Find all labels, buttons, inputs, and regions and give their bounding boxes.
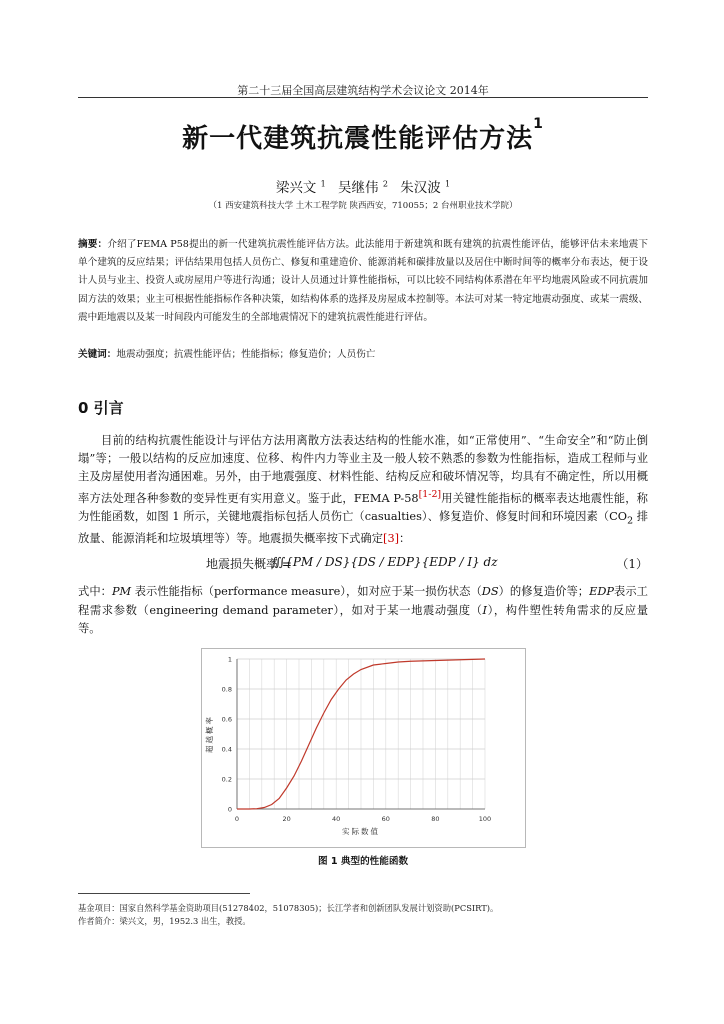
keywords	[78, 348, 648, 362]
x-tick-label: 100	[478, 815, 492, 823]
author-name: 吴继伟	[338, 180, 379, 196]
equation	[78, 555, 648, 575]
math-variable: EDP	[589, 585, 615, 598]
figure-performance-function	[201, 648, 526, 848]
keywords-label: 关键词：	[78, 349, 117, 360]
author	[276, 180, 326, 196]
paragraph-text: ）的修复造价等；	[498, 585, 590, 598]
figure-caption: 图 1 典型的性能函数	[317, 856, 409, 867]
author	[338, 180, 388, 196]
citation[interactable]: [1-2]	[418, 489, 442, 501]
y-axis-title: 超越概率	[205, 715, 214, 753]
section-heading: 0 引言	[78, 399, 124, 417]
paragraph-text: ），构件塑性转角需求的反应量等。	[78, 603, 648, 636]
math-variable: PM	[111, 585, 132, 598]
x-tick-label: 0	[234, 815, 240, 823]
y-tick-label: 1	[227, 655, 232, 664]
equation-explanation	[78, 583, 648, 639]
math-variable: DS	[481, 585, 499, 598]
equation-body: ∭{PM / DS}{DS / EDP}{EDP / I} dz	[271, 555, 498, 569]
author	[400, 180, 450, 196]
abstract	[78, 236, 648, 327]
x-tick-label: 60	[381, 815, 390, 823]
x-tick-label: 80	[431, 815, 440, 823]
affiliation: （1 西安建筑科技大学 土木工程学院 陕西西安，710055；2 台州职业技术学院）	[208, 201, 518, 211]
paragraph-text: 表示性能指标（performance measure），如对应于某一损伤状态（	[131, 585, 482, 598]
x-axis-title: 实际数值	[342, 827, 380, 836]
author-list	[78, 176, 648, 196]
footnote-divider	[78, 893, 250, 894]
paragraph-text: 用关键性能指标的概率表达地震性能，称为性能函数，如图 1 所示，关键地震指标包括人员伤亡（casualties）、修复造价、修复时间和环境因素（CO	[78, 492, 648, 524]
paragraph-text: ：	[399, 532, 411, 546]
math-variable: I	[482, 603, 487, 617]
keywords-text: 地震动强度；抗震性能评估；性能指标；修复造价；人员伤亡	[116, 349, 376, 360]
paragraph-text: 式中：	[78, 585, 112, 598]
header-divider	[78, 97, 648, 98]
y-tick-label: 0.6	[221, 715, 232, 724]
paragraph-text: 目前的结构抗震性能设计与评估方法用离散方法表达结构的性能水准，如“正常使用”、“生命安全”和“防止倒塌”等；一般以结构的反应加速度、位移、构件内力等业主及一般人较不熟悉的参数为性能指标，造成工程师与业主及房屋使用者沟通困难。另外，由于地震强度、材料性能、结构反应和破坏情况等，均具有不确定性，所以用概率方法处理各种参数的变异性更有实用意义。鉴于此，FEMA P-58	[78, 434, 648, 506]
intro-paragraph	[78, 432, 648, 549]
equation-number: （1）	[616, 557, 648, 571]
author-name: 梁兴文	[275, 180, 317, 196]
abstract-label: 摘要：	[78, 239, 108, 250]
paper-title	[78, 118, 648, 155]
x-tick-label: 20	[282, 815, 291, 823]
equation-label: 地震损失概率 =	[206, 557, 292, 571]
author-name: 朱汉波	[400, 180, 441, 196]
subscript: 2	[627, 515, 634, 527]
author-affil-mark: 1	[445, 179, 451, 189]
paragraph-text: 表示工程需求参数（engineering demand parameter），如对于某一地震动强度（	[78, 585, 648, 617]
author-affil-mark: 2	[382, 179, 388, 189]
y-tick-label: 0.4	[221, 745, 232, 754]
x-tick-label: 40	[332, 815, 341, 823]
running-header: 第二十三届全国高层建筑结构学术会议论文 2014年	[237, 84, 489, 97]
chart	[202, 649, 525, 847]
y-tick-label: 0.2	[221, 775, 232, 784]
abstract-text: 介绍了FEMA P58提出的新一代建筑抗震性能评估方法。此法能用于新建筑和既有建筑的抗震性能评估，能够评估未来地震下单个建筑的反应结果；评估结果用包括人员伤亡、修复和重建造价、能源消耗和碳排放量以及居住中断时间等的概率分布表达，便于设计人员与业主、投资人或房屋用户等进行沟通；设计人员通过计算性能指标，可以比较不同结构体系潜在年平均地震风险或不同抗震加固方法的效果；业主可根据性能指标作各种决策，如结构体系的选择及房屋成本控制等。本法可对某一特定地震动强度、或某一震级、震中距地震以及某一时间段内可能发生的全部地震情况下的建筑抗震性能进行评估。	[78, 239, 649, 323]
citation[interactable]: [3]	[383, 532, 400, 546]
title-text: 新一代建筑抗震性能评估方法	[182, 124, 534, 154]
author-affil-mark: 1	[320, 179, 326, 189]
footnote-funding: 基金项目：国家自然科学基金资助项目(51278402，51078305)；长江学者和创新团队发展计划资助(PCSIRT)。	[78, 903, 499, 913]
y-tick-label: 0	[227, 805, 232, 814]
paragraph-text: 排放量、能源消耗和垃圾填埋等）等。地震损失概率按下式确定	[78, 510, 648, 546]
footnote-author: 作者简介：梁兴文，男，1952.3 出生，教授。	[78, 916, 251, 926]
title-footnote-mark: 1	[533, 116, 544, 132]
y-tick-label: 0.8	[221, 685, 232, 694]
